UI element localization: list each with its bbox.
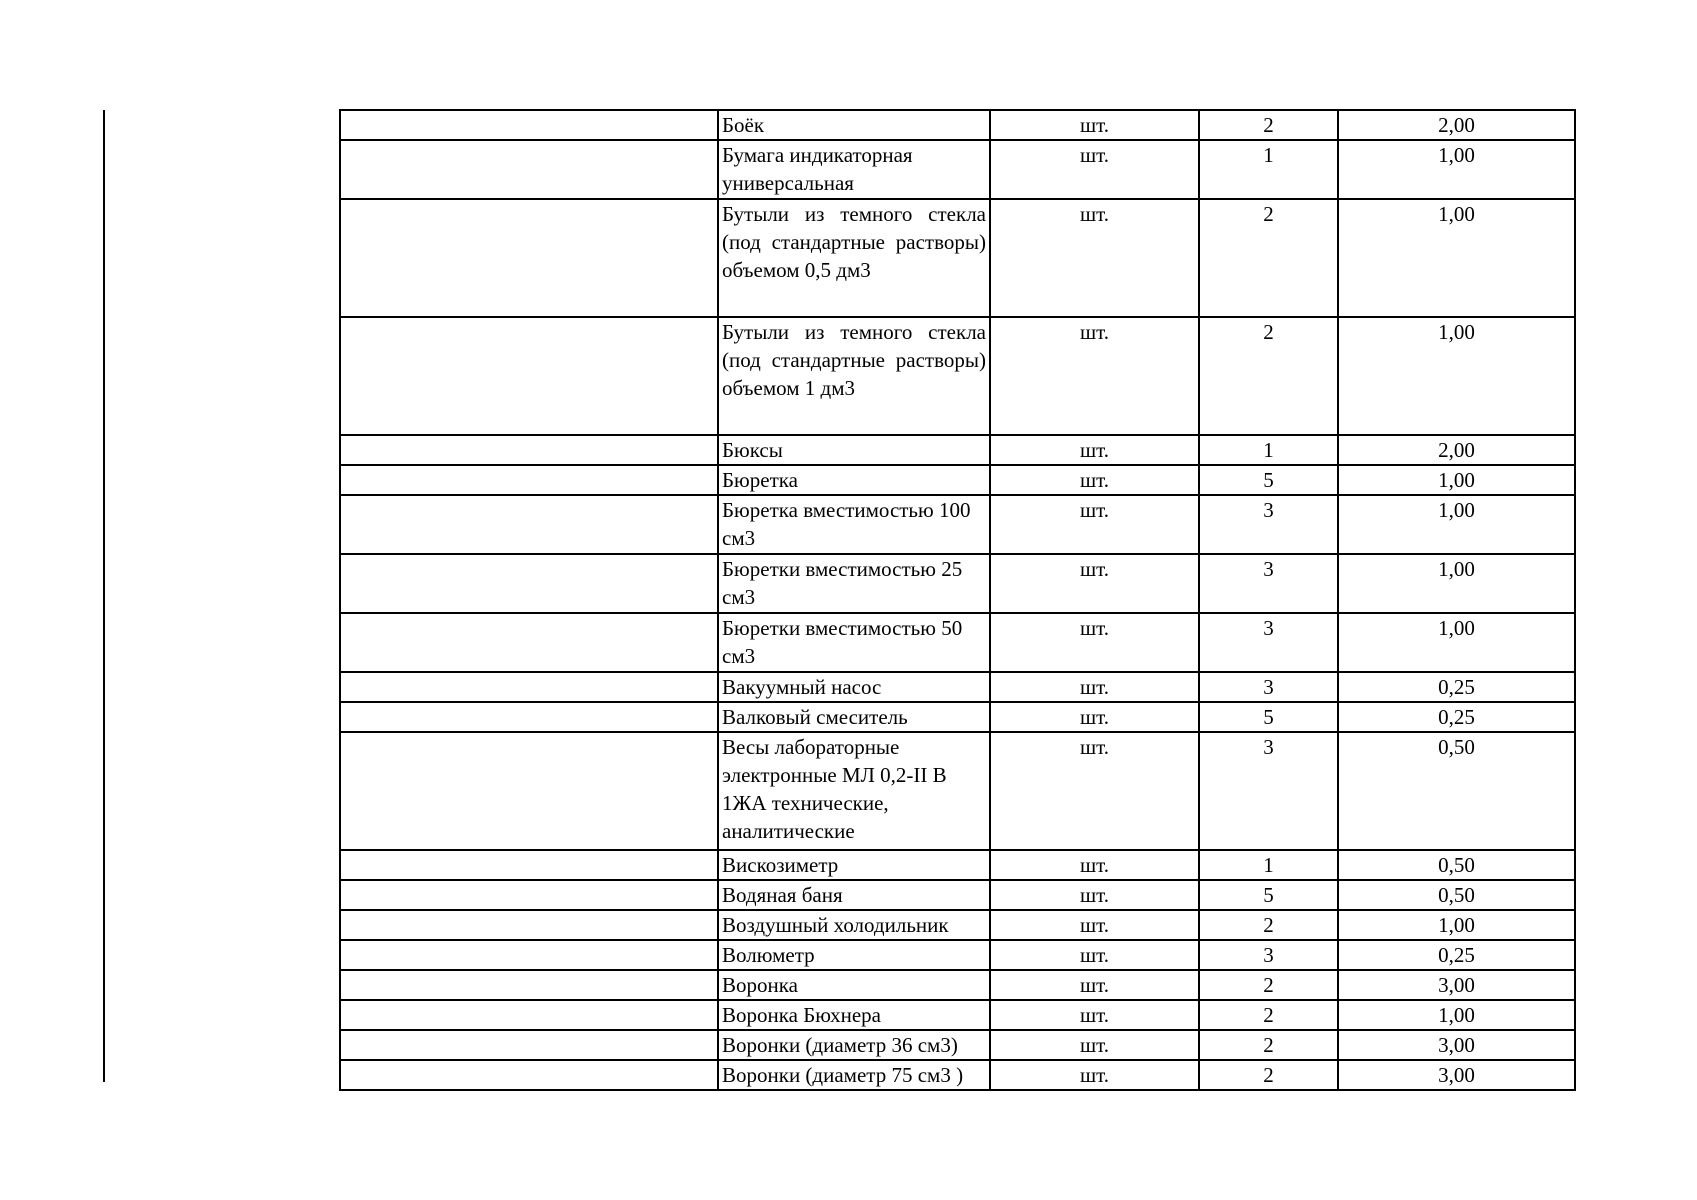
norm-cell: 3,00	[1338, 970, 1575, 1000]
row-blank-cell	[340, 465, 718, 495]
unit-cell: шт.	[990, 495, 1199, 554]
row-blank-cell	[340, 910, 718, 940]
unit-cell: шт.	[990, 317, 1199, 435]
norm-cell: 0,50	[1338, 732, 1575, 850]
norm-cell: 2,00	[1338, 110, 1575, 140]
norm-cell: 3,00	[1338, 1060, 1575, 1090]
unit-cell: шт.	[990, 702, 1199, 732]
unit-cell: шт.	[990, 1030, 1199, 1060]
unit-cell: шт.	[990, 613, 1199, 672]
item-name-cell: Бутыли из темного стекла (под стандартные растворы) объемом 1 дм3	[718, 317, 990, 435]
quantity-cell: 3	[1199, 672, 1338, 702]
item-name-cell: Водяная баня	[718, 880, 990, 910]
row-blank-cell	[340, 880, 718, 910]
unit-cell: шт.	[990, 1060, 1199, 1090]
table-row	[340, 1000, 1575, 1030]
unit-cell: шт.	[990, 465, 1199, 495]
table-row	[340, 495, 1575, 554]
table-row	[340, 554, 1575, 613]
quantity-cell: 2	[1199, 910, 1338, 940]
table-row	[340, 317, 1575, 435]
quantity-cell: 3	[1199, 554, 1338, 613]
item-name-cell: Бутыли из темного стекла (под стандартные растворы) объемом 0,5 дм3	[718, 199, 990, 317]
table-row	[340, 435, 1575, 465]
left-margin-line	[103, 110, 105, 1082]
norm-cell: 0,50	[1338, 850, 1575, 880]
item-name-cell: Бюретки вместимостью 25 см3	[718, 554, 990, 613]
norm-cell: 1,00	[1338, 613, 1575, 672]
norm-cell: 0,25	[1338, 672, 1575, 702]
unit-cell: шт.	[990, 910, 1199, 940]
row-blank-cell	[340, 970, 718, 1000]
norm-cell: 1,00	[1338, 199, 1575, 317]
norm-cell: 1,00	[1338, 495, 1575, 554]
table-row	[340, 672, 1575, 702]
unit-cell: шт.	[990, 672, 1199, 702]
table-row	[340, 910, 1575, 940]
row-blank-cell	[340, 495, 718, 554]
quantity-cell: 5	[1199, 702, 1338, 732]
norm-cell: 0,25	[1338, 940, 1575, 970]
quantity-cell: 2	[1199, 1000, 1338, 1030]
quantity-cell: 2	[1199, 1030, 1338, 1060]
quantity-cell: 2	[1199, 110, 1338, 140]
table-row	[340, 850, 1575, 880]
table-row	[340, 465, 1575, 495]
table-row	[340, 140, 1575, 199]
quantity-cell: 3	[1199, 940, 1338, 970]
norm-cell: 1,00	[1338, 465, 1575, 495]
item-name-cell: Воронка Бюхнера	[718, 1000, 990, 1030]
norm-cell: 1,00	[1338, 554, 1575, 613]
item-name-cell: Воронка	[718, 970, 990, 1000]
quantity-cell: 2	[1199, 1060, 1338, 1090]
quantity-cell: 5	[1199, 465, 1338, 495]
row-blank-cell	[340, 317, 718, 435]
row-blank-cell	[340, 732, 718, 850]
item-name-cell: Бюретка	[718, 465, 990, 495]
item-name-cell: Бюретка вместимостью 100 см3	[718, 495, 990, 554]
unit-cell: шт.	[990, 850, 1199, 880]
unit-cell: шт.	[990, 199, 1199, 317]
row-blank-cell	[340, 940, 718, 970]
norm-cell: 1,00	[1338, 140, 1575, 199]
row-blank-cell	[340, 140, 718, 199]
norm-cell: 0,25	[1338, 702, 1575, 732]
row-blank-cell	[340, 1000, 718, 1030]
equipment-table-body	[340, 110, 1575, 1090]
unit-cell: шт.	[990, 880, 1199, 910]
item-name-cell: Валковый смеситель	[718, 702, 990, 732]
item-name-cell: Бюретки вместимостью 50 см3	[718, 613, 990, 672]
quantity-cell: 1	[1199, 140, 1338, 199]
unit-cell: шт.	[990, 110, 1199, 140]
row-blank-cell	[340, 702, 718, 732]
table-row	[340, 732, 1575, 850]
item-name-cell: Вискозиметр	[718, 850, 990, 880]
row-blank-cell	[340, 554, 718, 613]
row-blank-cell	[340, 1060, 718, 1090]
table-row	[340, 1060, 1575, 1090]
table-row	[340, 940, 1575, 970]
table-row	[340, 1030, 1575, 1060]
quantity-cell: 1	[1199, 850, 1338, 880]
quantity-cell: 3	[1199, 732, 1338, 850]
norm-cell: 1,00	[1338, 1000, 1575, 1030]
quantity-cell: 5	[1199, 880, 1338, 910]
unit-cell: шт.	[990, 940, 1199, 970]
row-blank-cell	[340, 613, 718, 672]
unit-cell: шт.	[990, 140, 1199, 199]
quantity-cell: 2	[1199, 970, 1338, 1000]
item-name-cell: Бюксы	[718, 435, 990, 465]
quantity-cell: 1	[1199, 435, 1338, 465]
table-row	[340, 613, 1575, 672]
item-name-cell: Вакуумный насос	[718, 672, 990, 702]
norm-cell: 3,00	[1338, 1030, 1575, 1060]
quantity-cell: 3	[1199, 613, 1338, 672]
quantity-cell: 3	[1199, 495, 1338, 554]
unit-cell: шт.	[990, 554, 1199, 613]
row-blank-cell	[340, 1030, 718, 1060]
norm-cell: 0,50	[1338, 880, 1575, 910]
item-name-cell: Волюметр	[718, 940, 990, 970]
table-row	[340, 110, 1575, 140]
unit-cell: шт.	[990, 1000, 1199, 1030]
row-blank-cell	[340, 672, 718, 702]
table-row	[340, 199, 1575, 317]
row-blank-cell	[340, 435, 718, 465]
unit-cell: шт.	[990, 732, 1199, 850]
table-row	[340, 970, 1575, 1000]
row-blank-cell	[340, 110, 718, 140]
item-name-cell: Воронки (диаметр 75 см3 )	[718, 1060, 990, 1090]
norm-cell: 1,00	[1338, 910, 1575, 940]
equipment-table	[339, 109, 1576, 1091]
quantity-cell: 2	[1199, 199, 1338, 317]
norm-cell: 1,00	[1338, 317, 1575, 435]
item-name-cell: Боёк	[718, 110, 990, 140]
norm-cell: 2,00	[1338, 435, 1575, 465]
item-name-cell: Воронки (диаметр 36 см3)	[718, 1030, 990, 1060]
item-name-cell: Воздушный холодильник	[718, 910, 990, 940]
quantity-cell: 2	[1199, 317, 1338, 435]
row-blank-cell	[340, 850, 718, 880]
item-name-cell: Весы лабораторные электронные МЛ 0,2-II В 1ЖА технические, аналитические	[718, 732, 990, 850]
table-row	[340, 702, 1575, 732]
unit-cell: шт.	[990, 970, 1199, 1000]
table-row	[340, 880, 1575, 910]
row-blank-cell	[340, 199, 718, 317]
unit-cell: шт.	[990, 435, 1199, 465]
item-name-cell: Бумага индикаторная универсальная	[718, 140, 990, 199]
